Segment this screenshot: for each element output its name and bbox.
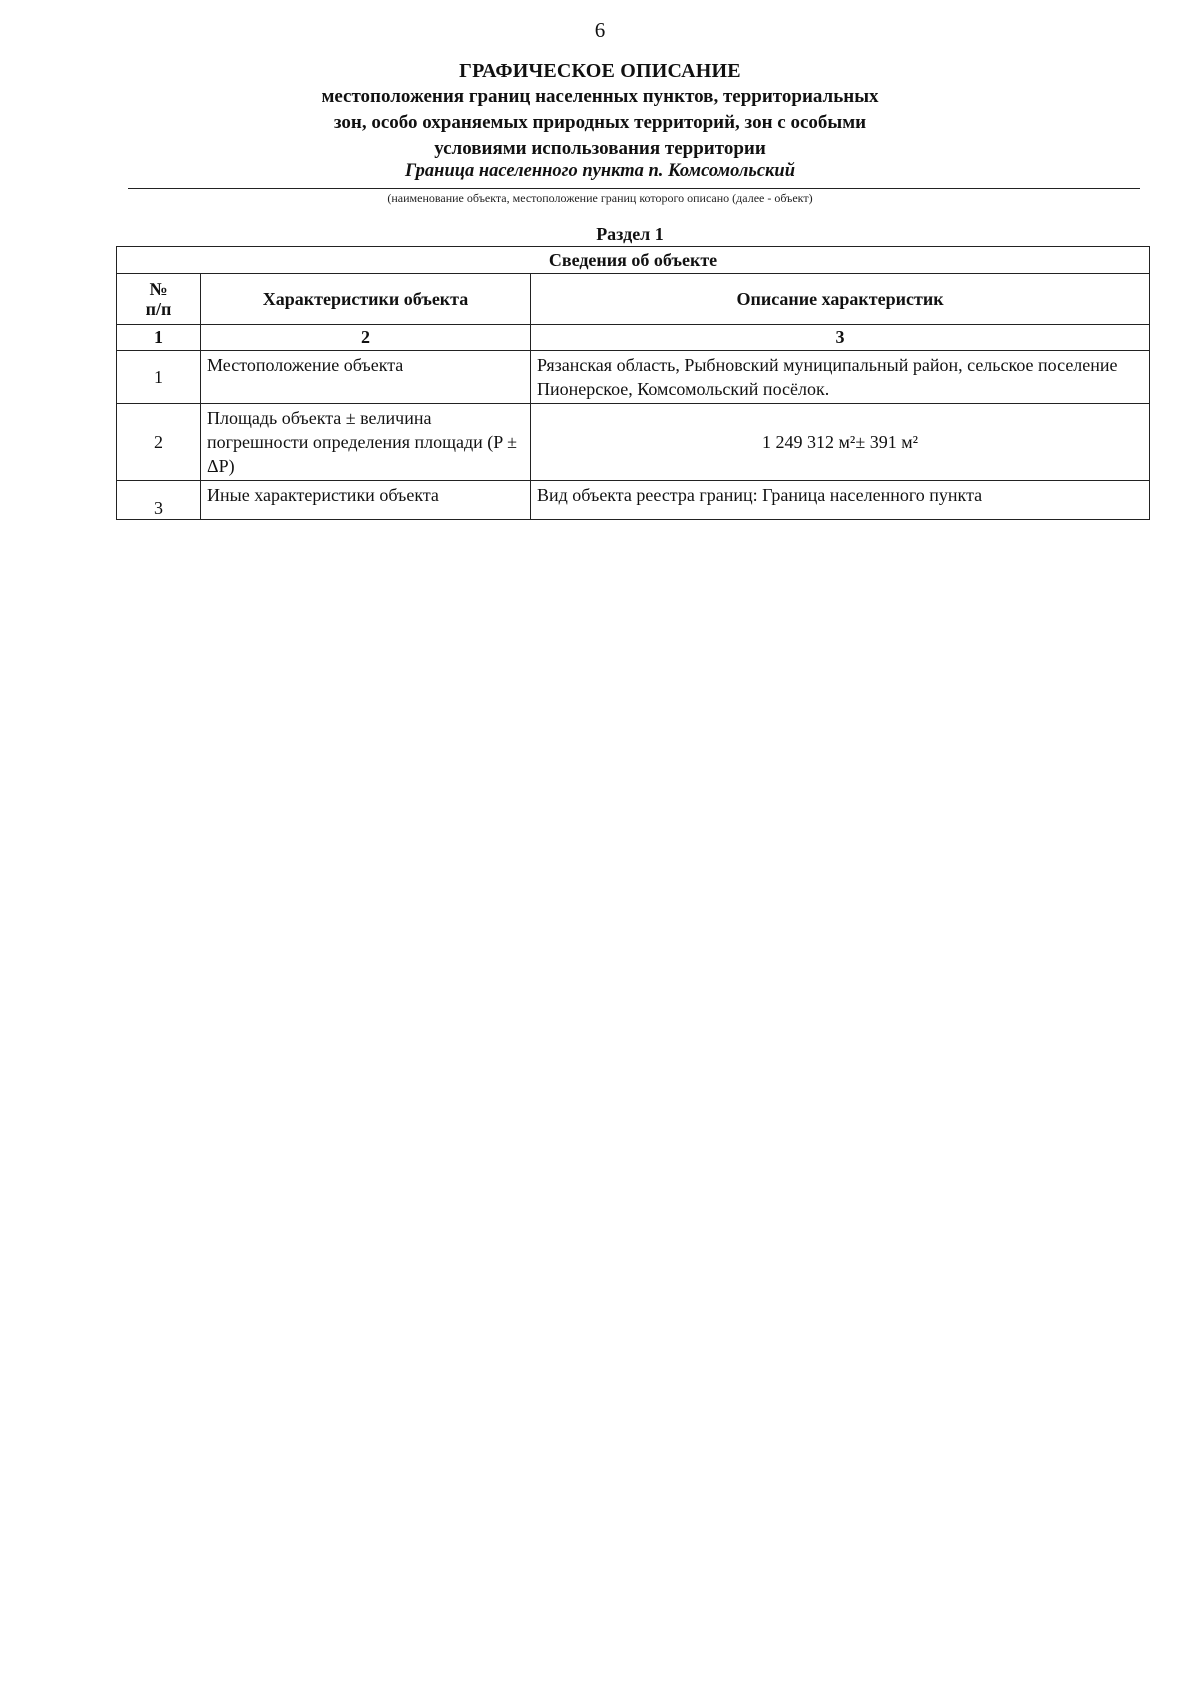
object-name: Граница населенного пункта п. Комсомольский xyxy=(405,161,795,181)
row-description: Вид объекта реестра границ: Граница населенного пункта xyxy=(531,481,1150,520)
header-characteristic: Характеристики объекта xyxy=(201,274,531,325)
table-row xyxy=(117,404,1150,481)
object-caption: (наименование объекта, местоположение границ которого описано (далее - объект) xyxy=(387,191,813,205)
row-characteristic: Площадь объекта ± величина погрешности определения площади (P ± ΔP) xyxy=(201,404,531,481)
row-description: Рязанская область, Рыбновский муниципальный район, сельское поселение Пионерское, Комсомольский посёлок. xyxy=(531,351,1150,404)
row-characteristic: Местоположение объекта xyxy=(201,351,531,404)
row-description: 1 249 312 м²± 391 м² xyxy=(531,404,1150,481)
row-number: 3 xyxy=(117,481,201,520)
title-line-4: условиями использования территории xyxy=(434,138,766,159)
row-number: 1 xyxy=(117,351,201,404)
table-caption: Сведения об объекте xyxy=(117,247,1150,274)
header-num xyxy=(117,274,201,325)
object-info-table xyxy=(116,246,1150,520)
table-row xyxy=(117,481,1150,520)
column-number-2: 2 xyxy=(201,325,531,351)
column-number-row xyxy=(117,325,1150,351)
title-line-1: ГРАФИЧЕСКОЕ ОПИСАНИЕ xyxy=(459,60,741,82)
title-line-2: местоположения границ населенных пунктов, территориальных xyxy=(321,86,879,107)
column-number-3: 3 xyxy=(531,325,1150,351)
row-number: 2 xyxy=(117,404,201,481)
column-number-1: 1 xyxy=(117,325,201,351)
header-description: Описание характеристик xyxy=(531,274,1150,325)
title-line-3: зон, особо охраняемых природных территорий, зон с особыми xyxy=(333,112,867,133)
document-title xyxy=(0,58,1200,162)
header-num-line-2: п/п xyxy=(145,299,172,319)
table-row xyxy=(117,351,1150,404)
table-header-row xyxy=(117,274,1150,325)
section-title: Раздел 1 xyxy=(596,224,664,244)
header-num-line-1: № xyxy=(149,279,168,299)
row-characteristic: Иные характеристики объекта xyxy=(201,481,531,520)
object-name-underline xyxy=(128,188,1140,189)
page-number: 6 xyxy=(594,18,606,42)
